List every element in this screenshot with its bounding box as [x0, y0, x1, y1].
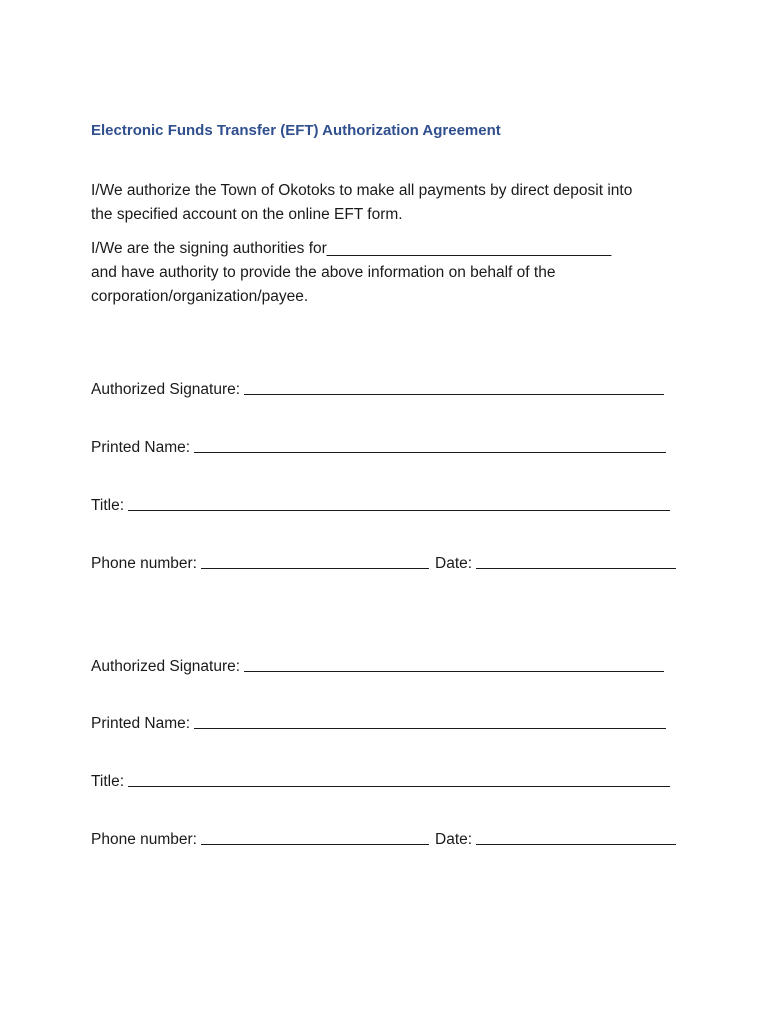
printed-name-field-1[interactable] [91, 435, 666, 457]
title-line[interactable] [128, 510, 670, 511]
phone-date-row-2 [91, 827, 676, 849]
title-label: Title: [91, 773, 125, 790]
phone-number-label: Phone number: [91, 555, 197, 572]
title-field-2[interactable] [91, 769, 670, 791]
title-line[interactable] [128, 786, 670, 787]
signing-authority-paragraph: I/We are the signing authorities for_________________________________ and have authority to provide the above information on behalf of the corporation/organization/payee. [91, 240, 612, 305]
phone-number-label: Phone number: [91, 831, 197, 848]
authorized-signature-field-2[interactable] [91, 654, 664, 676]
authorized-signature-label: Authorized Signature: [91, 658, 241, 675]
authorized-signature-label: Authorized Signature: [91, 381, 241, 398]
printed-name-label: Printed Name: [91, 439, 191, 456]
phone-number-line[interactable] [201, 844, 429, 845]
authorized-signature-line[interactable] [244, 394, 664, 395]
printed-name-line[interactable] [194, 728, 666, 729]
title-field-1[interactable] [91, 493, 670, 515]
printed-name-field-2[interactable] [91, 711, 666, 733]
date-line[interactable] [476, 568, 676, 569]
title-label: Title: [91, 497, 125, 514]
authorization-paragraph: I/We authorize the Town of Okotoks to make all payments by direct deposit into the specified account on the online EFT form. [91, 182, 633, 223]
date-label: Date: [435, 831, 473, 848]
phone-number-line[interactable] [201, 568, 429, 569]
date-line[interactable] [476, 844, 676, 845]
printed-name-label: Printed Name: [91, 715, 191, 732]
printed-name-line[interactable] [194, 452, 666, 453]
document-title: Electronic Funds Transfer (EFT) Authorization Agreement [91, 122, 501, 139]
date-label: Date: [435, 555, 473, 572]
phone-date-row-1 [91, 551, 676, 573]
authorized-signature-field-1[interactable] [91, 377, 664, 399]
authorized-signature-line[interactable] [244, 671, 664, 672]
